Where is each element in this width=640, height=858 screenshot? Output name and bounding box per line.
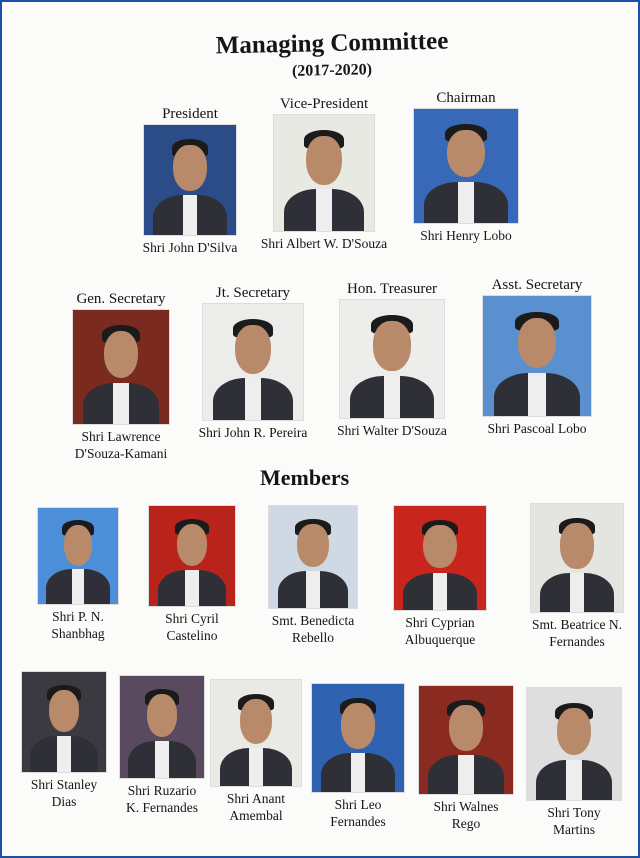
portrait-photo — [394, 506, 486, 610]
portrait-photo — [38, 508, 118, 604]
person-name: Shri John D'Silva — [142, 240, 238, 255]
portrait-photo — [120, 676, 204, 778]
person-name: Shri Cyril Castelino — [165, 611, 219, 643]
portrait-head — [423, 525, 456, 569]
portrait-head — [177, 524, 208, 566]
portrait-photo — [144, 125, 236, 235]
portrait-shirt — [306, 571, 320, 608]
members-heading: Members — [260, 465, 350, 490]
portrait-photo — [419, 686, 513, 794]
person-card — [58, 291, 184, 462]
person-name: Shri Cyprian Albuquerque — [404, 615, 476, 647]
portrait-head — [341, 703, 374, 748]
portrait-photo — [22, 672, 106, 772]
portrait-shirt — [433, 573, 448, 610]
person-name: Shri Stanley Dias — [30, 777, 98, 809]
portrait-shirt — [183, 195, 198, 235]
portrait-head — [447, 130, 484, 178]
portrait-shirt — [57, 736, 70, 772]
portrait-shirt — [155, 741, 168, 778]
portrait-shirt — [316, 189, 332, 231]
portrait-head — [235, 325, 271, 374]
portrait-photo — [149, 506, 235, 606]
person-name: Shri Tony Martins — [547, 805, 601, 837]
portrait-head — [147, 694, 177, 737]
person-name: Shri Albert W. D'Souza — [260, 236, 388, 251]
portrait-photo — [203, 304, 303, 420]
portrait-photo — [73, 310, 169, 424]
portrait-head — [306, 136, 342, 185]
person-card — [380, 504, 500, 648]
role-label: Vice-President — [279, 96, 369, 112]
portrait-photo — [414, 109, 518, 223]
portrait-head — [104, 331, 139, 379]
portrait-shirt — [113, 383, 128, 424]
portrait-photo — [531, 504, 623, 612]
person-name: Smt. Benedicta Rebello — [271, 613, 355, 645]
portrait-head — [64, 525, 93, 565]
portrait-shirt — [458, 755, 473, 794]
person-card — [524, 686, 624, 838]
person-card — [26, 506, 130, 642]
portrait-shirt — [185, 570, 199, 606]
portrait-photo — [211, 680, 301, 786]
person-name: Smt. Beatrice N. Fernandes — [532, 617, 622, 649]
person-name: Shri Pascoal Lobo — [487, 421, 587, 436]
person-card — [134, 106, 246, 256]
person-card — [406, 90, 526, 244]
portrait-head — [557, 708, 591, 755]
person-name: Shri Ruzario K. Fernandes — [126, 783, 198, 815]
person-card — [12, 670, 116, 810]
portrait-shirt — [72, 569, 85, 604]
person-name: Shri P. N. Shanbhag — [51, 609, 105, 641]
portrait-head — [173, 145, 206, 191]
portrait-shirt — [384, 376, 401, 418]
role-label: Hon. Treasurer — [347, 281, 437, 297]
role-label: Gen. Secretary — [76, 291, 166, 307]
person-name: Shri Lawrence D'Souza-Kamani — [74, 429, 168, 461]
person-name: Shri John R. Pereira — [198, 425, 308, 440]
role-label: Jt. Secretary — [215, 285, 291, 301]
person-card — [414, 684, 518, 832]
portrait-shirt — [528, 373, 545, 416]
role-label: Asst. Secretary — [491, 277, 583, 293]
portrait-head — [449, 705, 483, 750]
portrait-head — [518, 318, 557, 368]
page-subtitle: (2017-2020) — [291, 61, 373, 80]
portrait-head — [297, 524, 329, 567]
portrait-shirt — [570, 573, 585, 612]
person-name: Shri Walnes Rego — [433, 799, 499, 831]
portrait-head — [240, 699, 272, 744]
portrait-photo — [527, 688, 621, 800]
portrait-shirt — [566, 760, 581, 800]
portrait-photo — [483, 296, 591, 416]
portrait-head — [49, 690, 79, 732]
person-card — [142, 504, 242, 644]
person-name: Shri Leo Fernandes — [330, 797, 386, 829]
portrait-shirt — [351, 753, 366, 792]
portrait-shirt — [245, 378, 261, 420]
portrait-photo — [269, 506, 357, 608]
role-label: Chairman — [436, 90, 496, 106]
portrait-head — [373, 321, 410, 371]
portrait-shirt — [458, 182, 475, 223]
person-card — [308, 682, 408, 830]
portrait-photo — [312, 684, 404, 792]
portrait-photo — [274, 115, 374, 231]
person-card — [472, 277, 602, 437]
person-name: Shri Walter D'Souza — [337, 423, 447, 438]
portrait-photo — [340, 300, 444, 418]
person-name: Shri Henry Lobo — [420, 228, 512, 243]
person-card — [254, 96, 394, 252]
person-card — [324, 281, 460, 439]
person-card — [188, 285, 318, 441]
portrait-head — [560, 523, 593, 568]
person-name: Shri Anant Amembal — [226, 791, 286, 823]
page-title: Managing Committee — [215, 27, 449, 60]
person-card — [518, 502, 636, 650]
role-label: President — [162, 106, 218, 122]
person-card — [206, 678, 306, 824]
person-card — [258, 504, 368, 646]
person-card — [112, 674, 212, 816]
portrait-shirt — [249, 748, 263, 786]
